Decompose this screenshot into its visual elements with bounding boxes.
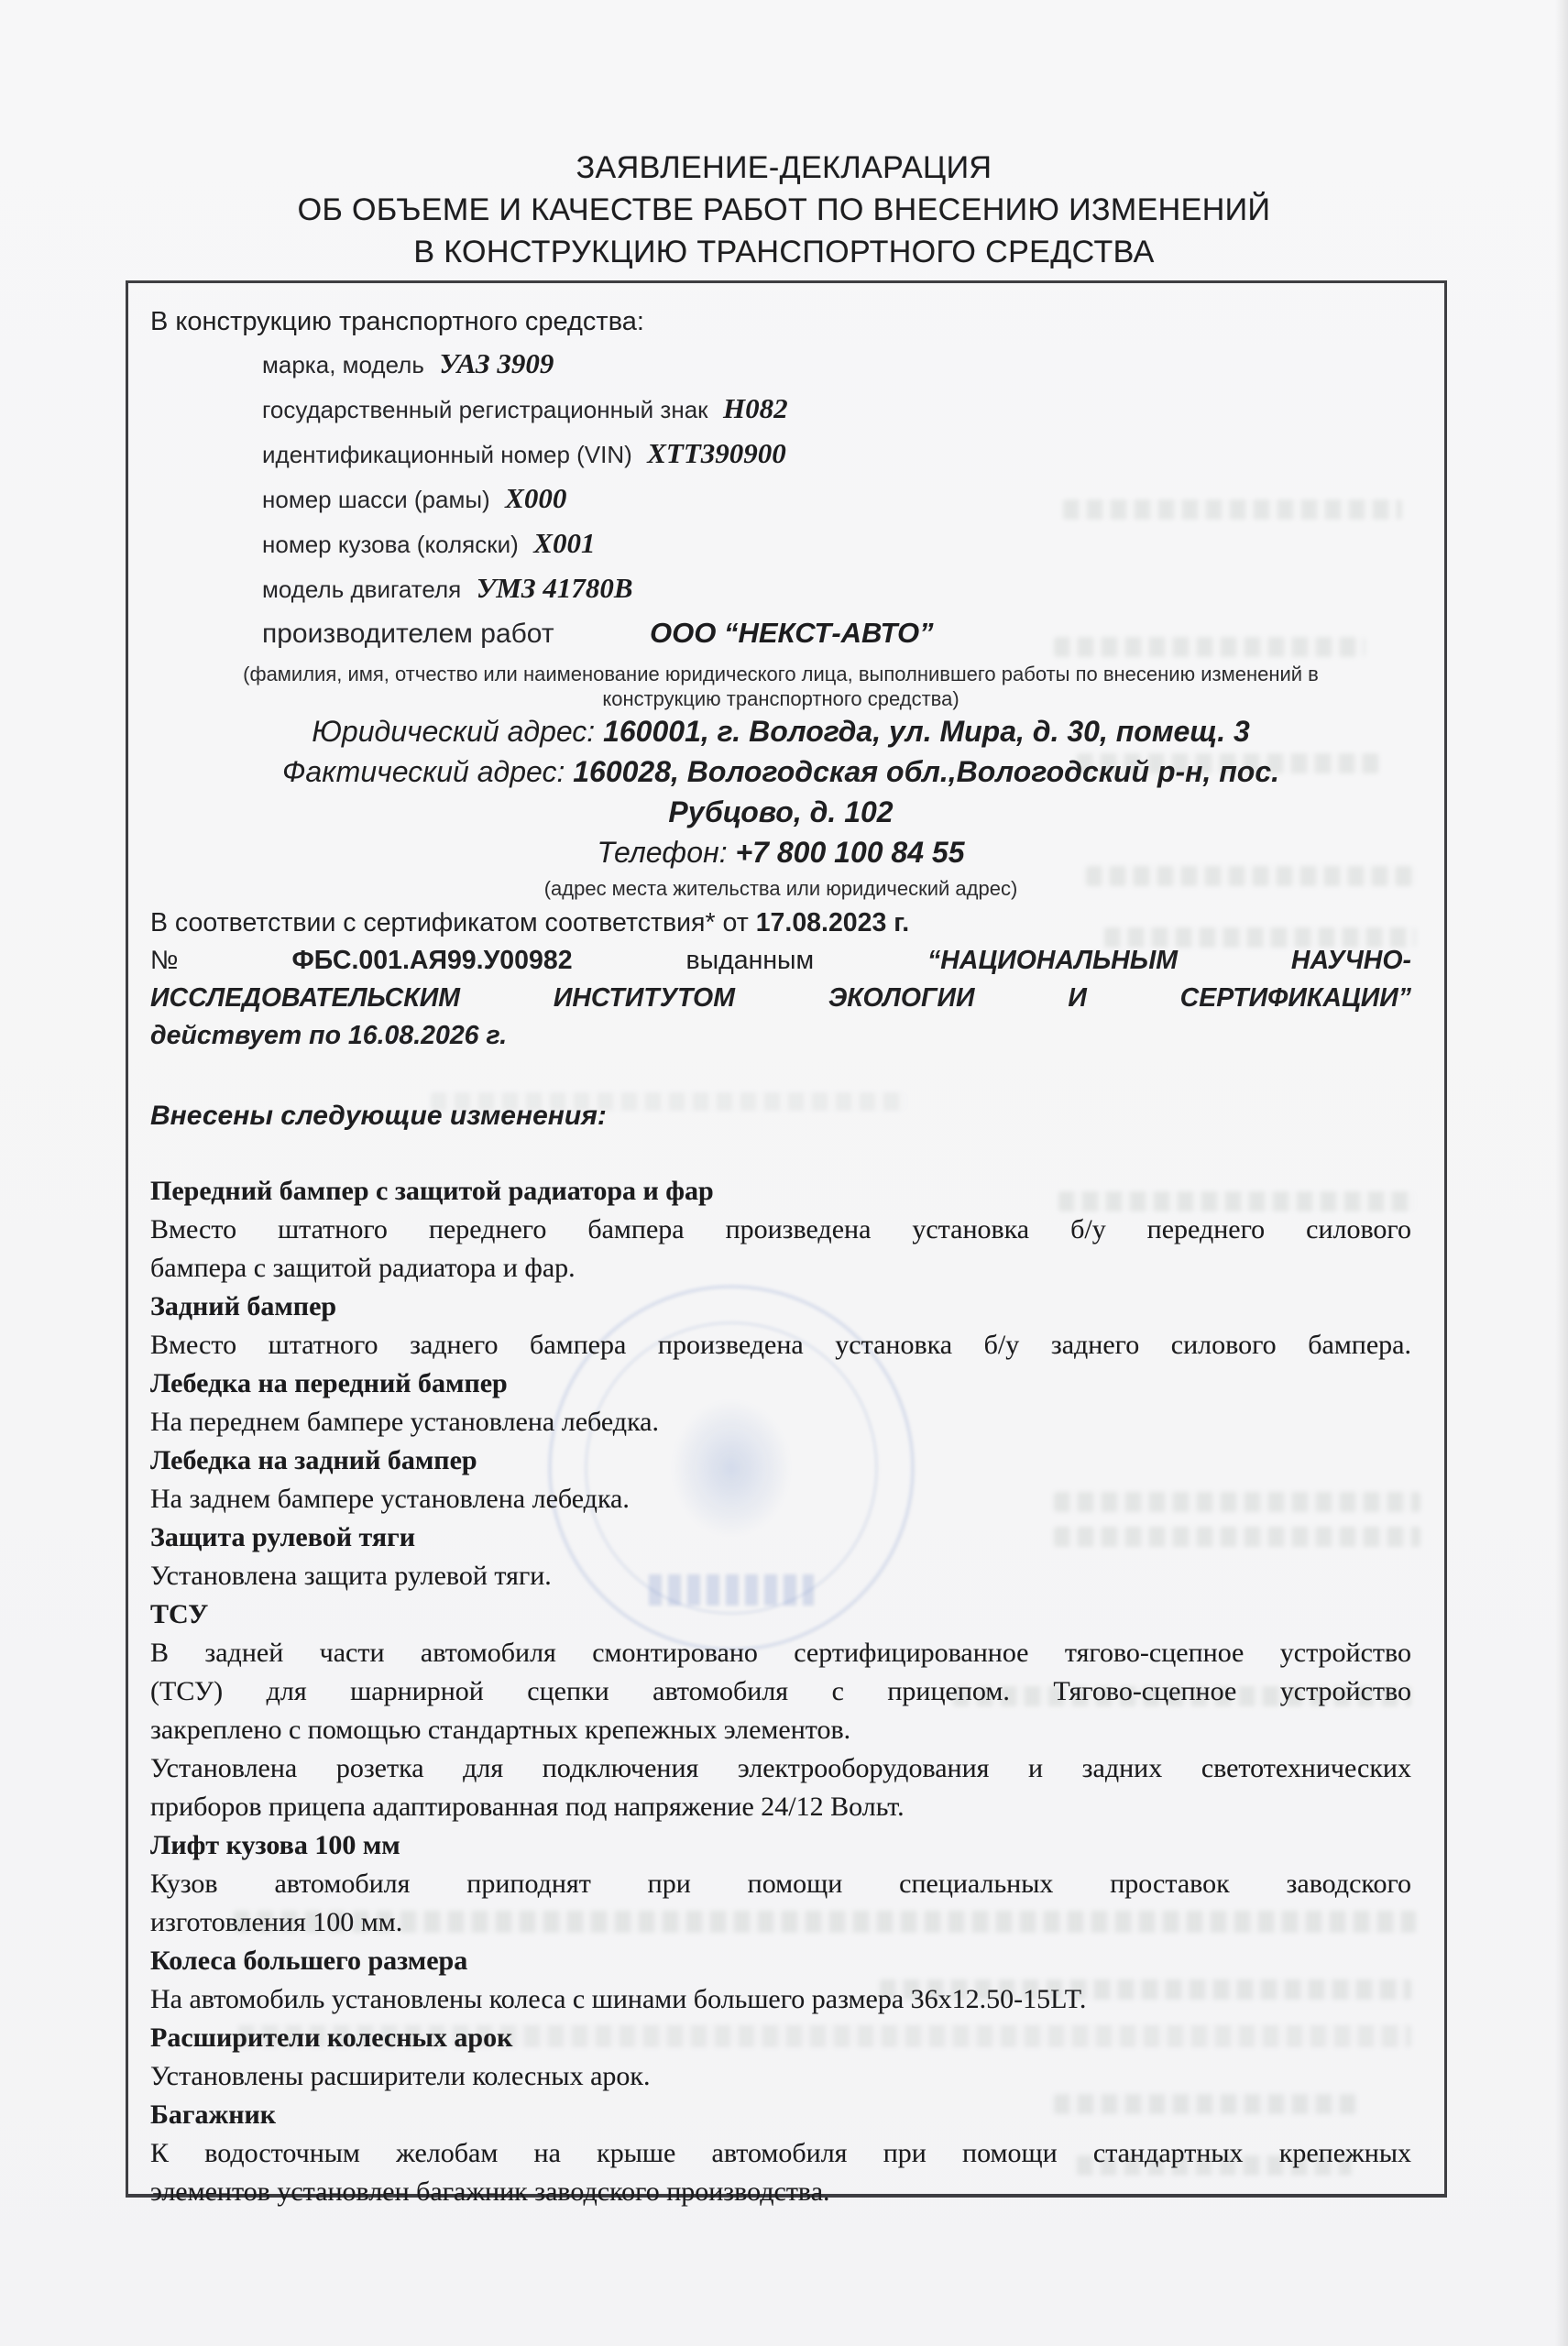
title-line-1: ЗАЯВЛЕНИЕ-ДЕКЛАРАЦИЯ xyxy=(576,150,992,185)
section-line: В задней части автомобиля смонтировано сертифицированное тягово-сцепное устройство xyxy=(150,1638,1411,1668)
certificate-line-3 xyxy=(150,980,1411,1017)
section-front-bumper xyxy=(150,1172,1411,1288)
field-value: X000 xyxy=(505,482,567,514)
section-tow-hitch xyxy=(150,1595,1411,1826)
legal-address-line xyxy=(150,711,1411,751)
certificate-line-1 xyxy=(150,904,1411,942)
section-bigger-wheels xyxy=(150,1942,1411,2019)
section-steering-protection xyxy=(150,1518,1411,1595)
actual-address-value: 160028, Вологодская обл.,Вологодский р-н, пос. xyxy=(573,755,1280,788)
section-heading: Колеса большего размера xyxy=(150,1946,468,1976)
field-row-body-number xyxy=(262,523,1411,568)
field-row-engine-model xyxy=(262,568,1411,613)
section-line: изготовления 100 мм. xyxy=(150,1907,403,1937)
section-line: бампера с защитой радиатора и фар. xyxy=(150,1253,576,1283)
certificate-line-2 xyxy=(150,942,1411,980)
field-label: производителем работ xyxy=(262,619,554,649)
field-label: номер шасси (рамы) xyxy=(262,486,490,513)
section-heading: Лифт кузова 100 мм xyxy=(150,1830,400,1860)
field-row-chassis xyxy=(262,478,1411,523)
field-label: модель двигателя xyxy=(262,576,462,603)
section-line: На заднем бампере установлена лебедка. xyxy=(150,1484,630,1514)
section-rear-winch xyxy=(150,1442,1411,1518)
section-heading: Передний бампер с защитой радиатора и фар xyxy=(150,1176,714,1206)
modifications-list xyxy=(150,1172,1411,2211)
certificate-validity: действует по 16.08.2026 г. xyxy=(150,1021,508,1050)
vehicle-fields xyxy=(262,344,1411,658)
section-heading: Багажник xyxy=(150,2099,277,2130)
field-value: УМЗ 41780В xyxy=(476,572,633,604)
field-value: Н082 xyxy=(723,392,788,424)
certificate-number: ФБС.001.АЯ99.У00982 xyxy=(291,946,573,975)
certificate-issued-by: выданным xyxy=(685,946,815,975)
legal-address-value: 160001, г. Вологда, ул. Мира, д. 30, помещ. 3 xyxy=(603,715,1250,748)
section-line: На переднем бампере установлена лебедка. xyxy=(150,1407,659,1437)
section-line: Кузов автомобиля приподнят при помощи специальных проставок заводского xyxy=(150,1869,1411,1899)
section-roof-rack xyxy=(150,2096,1411,2211)
executor-note-line-1: (фамилия, имя, отчество или наименование юридического лица, выполнившего работы по внесению изменений в xyxy=(243,663,1319,685)
section-line: На автомобиль установлены колеса с шинами большего размера 36х12.50-15LT. xyxy=(150,1984,1087,2014)
vehicle-intro: В конструкцию транспортного средства: xyxy=(150,307,644,336)
section-front-winch xyxy=(150,1365,1411,1442)
legal-address-label: Юридический адрес: xyxy=(312,715,596,748)
section-line: элементов установлен багажник заводского производства. xyxy=(150,2176,830,2207)
section-line: Установлена защита рулевой тяги. xyxy=(150,1561,552,1591)
field-label: идентификационный номер (VIN) xyxy=(262,441,632,468)
field-row-vin xyxy=(262,433,1411,478)
certificate-issuer-word: СЕРТИФИКАЦИИ” xyxy=(1179,983,1411,1013)
executor-note xyxy=(150,662,1411,711)
section-body-lift xyxy=(150,1826,1411,1942)
actual-address-line-2: Рубцово, д. 102 xyxy=(668,795,894,828)
field-row-work-producer xyxy=(262,613,1411,658)
field-label: марка, модель xyxy=(262,351,424,378)
section-heading: Расширители колесных арок xyxy=(150,2023,513,2053)
changes-title: Внесены следующие изменения: xyxy=(150,1101,607,1131)
section-heading: Лебедка на передний бампер xyxy=(150,1368,508,1398)
section-fender-flares xyxy=(150,2019,1411,2096)
section-line: Вместо штатного заднего бампера произведена установка б/у заднего силового бампера. xyxy=(150,1330,1411,1360)
section-heading: ТСУ xyxy=(150,1599,209,1629)
section-line: Вместо штатного переднего бампера произведена установка б/у переднего силового xyxy=(150,1214,1411,1244)
field-label: номер кузова (коляски) xyxy=(262,531,519,558)
phone-value: +7 800 100 84 55 xyxy=(735,836,965,869)
certificate-issuer-word: ЭКОЛОГИИ xyxy=(828,983,975,1013)
addresses-block xyxy=(150,711,1411,872)
section-heading: Лебедка на задний бампер xyxy=(150,1445,477,1475)
title-line-3: В КОНСТРУКЦИЮ ТРАНСПОРТНОГО СРЕДСТВА xyxy=(413,235,1155,269)
field-value: УАЗ 3909 xyxy=(439,347,554,379)
certificate-issuer-word: И xyxy=(1068,983,1087,1013)
document-title xyxy=(0,147,1568,273)
section-line: приборов прицепа адаптированная под напряжение 24/12 Вольт. xyxy=(150,1792,905,1822)
certificate-issuer-word: ИССЛЕДОВАТЕЛЬСКИМ xyxy=(150,983,460,1013)
certificate-prefix: В соответствии с сертификатом соответствия* от xyxy=(150,908,749,937)
field-value: XTT390900 xyxy=(647,437,786,469)
certificate-issuer-word: “НАЦИОНАЛЬНЫМ xyxy=(927,946,1178,975)
section-rear-bumper xyxy=(150,1288,1411,1365)
phone-label: Телефон: xyxy=(597,836,728,869)
section-line: Установлена розетка для подключения электрооборудования и задних светотехнических xyxy=(150,1753,1411,1783)
field-row-reg-plate xyxy=(262,389,1411,433)
section-line: (ТСУ) для шарнирной сцепки автомобиля с прицепом. Тягово-сцепное устройство xyxy=(150,1676,1411,1706)
certificate-issuer-word: ИНСТИТУТОМ xyxy=(553,983,735,1013)
certificate-date: 17.08.2023 г. xyxy=(755,908,910,937)
section-heading: Защита рулевой тяги xyxy=(150,1522,415,1552)
certificate-block xyxy=(150,904,1411,1055)
address-note: (адрес места жительства или юридический адрес) xyxy=(543,877,1018,900)
title-line-2: ОБ ОБЪЕМЕ И КАЧЕСТВЕ РАБОТ ПО ВНЕСЕНИЮ ИЗМЕНЕНИЙ xyxy=(297,192,1271,227)
actual-address-line xyxy=(150,751,1411,792)
actual-address-label: Фактический адрес: xyxy=(281,755,565,788)
certificate-no-sign: № xyxy=(150,946,179,975)
declaration-frame xyxy=(126,280,1447,2207)
section-heading: Задний бампер xyxy=(150,1291,337,1321)
section-line: К водосточным желобам на крыше автомобиля при помощи стандартных крепежных xyxy=(150,2138,1411,2168)
field-value: ООО “НЕКСТ-АВТО” xyxy=(650,617,934,649)
field-label: государственный регистрационный знак xyxy=(262,396,708,423)
executor-note-line-2: конструкцию транспортного средства) xyxy=(602,687,959,710)
field-value: X001 xyxy=(533,527,596,559)
field-row-make-model xyxy=(262,344,1411,389)
section-line: Установлены расширители колесных арок. xyxy=(150,2061,651,2091)
phone-line xyxy=(150,832,1411,872)
certificate-issuer-word: НАУЧНО- xyxy=(1290,946,1411,975)
section-line: закреплено с помощью стандартных крепежных элементов. xyxy=(150,1715,851,1745)
